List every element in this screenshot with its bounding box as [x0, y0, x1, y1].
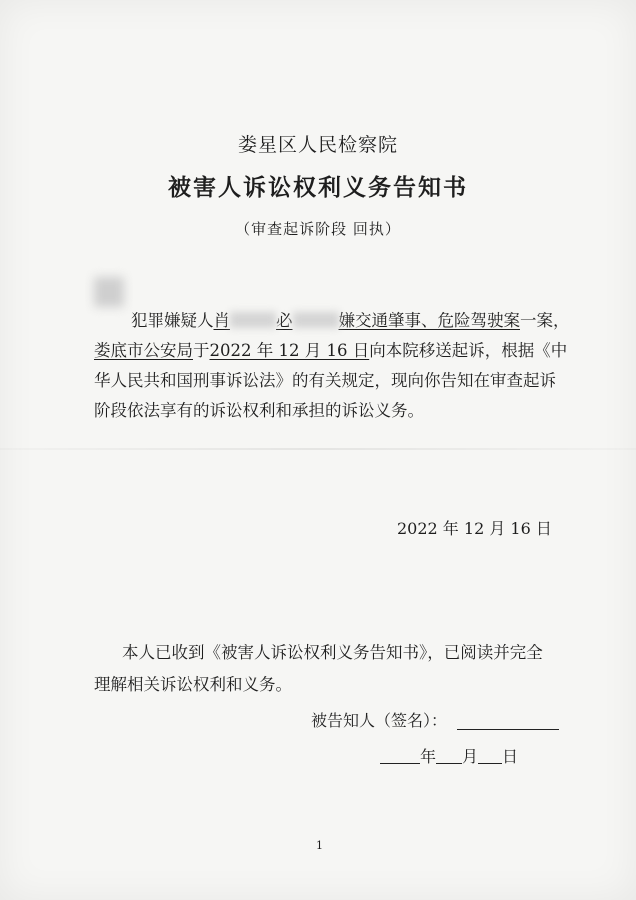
signature-field[interactable] [457, 729, 559, 730]
body-line-1-suffix: 一案， [520, 311, 570, 330]
agency-name: 娄星区人民检察院 [237, 134, 398, 156]
redacted-suspect-name-2 [293, 312, 339, 328]
fold-crease [0, 448, 636, 450]
month-label: 月 [462, 747, 479, 766]
suspect-name-char: 肖 [213, 311, 230, 330]
body-line-2-suffix: 向本院移送起诉，根据《中 [369, 341, 568, 360]
document-subtitle: （审查起诉阶段 回执） [235, 220, 401, 238]
acknowledgement-line-1: 本人已收到《被害人诉讼权利义务告知书》，已阅读并完全 [122, 643, 543, 662]
body-line-1 [131, 309, 570, 333]
transfer-date: 2022 年 12 月 16 日 [209, 341, 370, 360]
sign-month-field[interactable] [436, 747, 462, 764]
sign-day-field[interactable] [478, 747, 502, 764]
body-line-1-prefix: 犯罪嫌疑人 [131, 311, 214, 330]
year-label: 年 [420, 747, 437, 766]
sign-date [380, 744, 518, 767]
acknowledgement-line-2: 理解相关诉讼权利和义务。 [94, 675, 292, 694]
sign-year-field[interactable] [380, 747, 420, 764]
body-line-4: 阶段依法享有的诉讼权利和承担的诉讼义务。 [94, 401, 424, 420]
body-line-2-mid: 于 [193, 341, 210, 360]
document-title: 被害人诉讼权利义务告知书 [168, 174, 468, 201]
redacted-recipient-name [94, 277, 124, 307]
body-line-3: 华人民共和国刑事诉讼法》的有关规定，现向你告知在审查起诉 [94, 371, 556, 390]
transferring-agency: 娄底市公安局 [94, 341, 193, 360]
body-line-2 [94, 339, 567, 363]
signature-label: 被告知人（签名）： [311, 711, 448, 730]
page-number: 1 [316, 839, 323, 852]
issue-date: 2022 年 12 月 16 日 [397, 519, 552, 538]
suspect-name-field [214, 311, 521, 330]
day-label: 日 [502, 747, 519, 766]
redacted-suspect-name [230, 312, 276, 328]
suspect-name-gap-char: 必 [276, 311, 293, 330]
case-name: 嫌交通肇事、危险驾驶案 [338, 311, 520, 330]
